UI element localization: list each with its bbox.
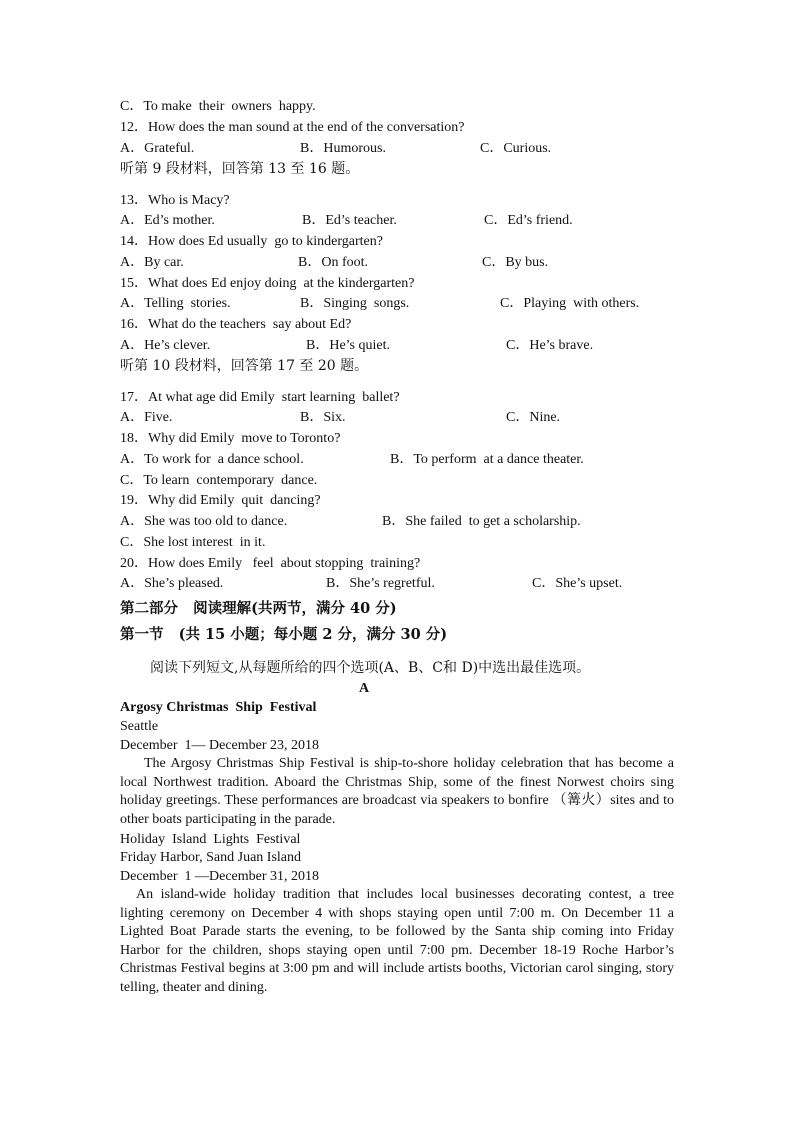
part-two-heading: 第二部分 阅读理解(共两节，满分 40 分) [120, 600, 397, 617]
q19-option-c: C．She lost interest in it. [120, 535, 266, 550]
q17-option-c: C．Nine. [506, 410, 561, 425]
q15-stem: 15．What does Ed enjoy doing at the kindergarten? [120, 276, 415, 291]
q16-option-a: A．He’s clever. [120, 338, 211, 353]
event2-place: Friday Harbor, Sand Juan Island [120, 850, 302, 865]
q18-option-b: B．To perform at a dance theater. [390, 452, 584, 467]
q14-stem: 14．How does Ed usually go to kindergarten? [120, 234, 383, 249]
event1-title: Argosy Christmas Ship Festival [120, 700, 317, 715]
q13-option-b: B．Ed’s teacher. [302, 213, 397, 228]
reading-instruction: 阅读下列短文,从每题所给的四个选项(A、B、C和 D)中选出最佳选项。 [150, 660, 591, 676]
q17-stem: 17．At what age did Emily start learning ballet? [120, 390, 400, 405]
q20-option-a: A．She’s pleased. [120, 576, 224, 591]
passage-label: A [359, 681, 370, 696]
q20-stem: 20．How does Emily feel about stopping training? [120, 556, 421, 571]
q11-option-c: C．To make their owners happy. [120, 99, 316, 114]
q20-option-b: B．She’s regretful. [326, 576, 435, 591]
q16-option-b: B．He’s quiet. [306, 338, 390, 353]
q16-stem: 16．What do the teachers say about Ed? [120, 317, 352, 332]
q14-option-c: C．By bus. [482, 255, 549, 270]
section-instruction-10: 听第 10 段材料，回答第 17 至 20 题。 [120, 358, 369, 374]
q20-option-c: C．She’s upset. [532, 576, 623, 591]
q19-stem: 19．Why did Emily quit dancing? [120, 493, 321, 508]
section-one-heading: 第一节 (共 15 小题；每小题 2 分，满分 30 分) [120, 626, 448, 643]
event1-description: The Argosy Christmas Ship Festival is ship-to-shore holiday celebration that has become a local Northwest tradition. Aboard the Christmas Ship, some of the finest Norwest choirs sing holiday greetings. These performances are broadcast via speakers to bonfire （篝火）sites and to other boats participating in the parade. [120, 756, 674, 827]
q19-option-b: B．She failed to get a scholarship. [382, 514, 581, 529]
q13-stem: 13．Who is Macy? [120, 193, 230, 208]
q17-option-a: A．Five. [120, 410, 173, 425]
event1-place: Seattle [120, 719, 159, 734]
q14-option-a: A．By car. [120, 255, 184, 270]
q14-option-b: B．On foot. [298, 255, 368, 270]
q19-option-a: A．She was too old to dance. [120, 514, 288, 529]
q16-option-c: C．He’s brave. [506, 338, 594, 353]
q18-stem: 18．Why did Emily move to Toronto? [120, 431, 341, 446]
q18-option-c: C．To learn contemporary dance. [120, 473, 318, 488]
q12-stem: 12．How does the man sound at the end of the conversation? [120, 120, 465, 135]
q13-option-c: C．Ed’s friend. [484, 213, 573, 228]
event2-title: Holiday Island Lights Festival [120, 832, 301, 847]
q15-option-c: C．Playing with others. [500, 296, 640, 311]
q12-option-a: A．Grateful. [120, 141, 195, 156]
event2-dates: December 1 —December 31, 2018 [120, 869, 320, 884]
q15-option-a: A．Telling stories. [120, 296, 231, 311]
q12-option-b: B．Humorous. [300, 141, 386, 156]
event1-dates: December 1— December 23, 2018 [120, 738, 320, 753]
event2-description: An island-wide holiday tradition that includes local businesses decorating contest, a tree lighting ceremony on December 4 with shops staying open until 7:00 m. On December 11 a Lighted Boat Parade starts the evening, to be followed by the Santa ship coming into Friday Harbor for the children, shops staying open until 7:00 pm. December 18-19 Roche Harbor’s Christmas Festival begins at 3:00 pm and will include artists booths, Victorian carol singing, story telling, theater and dining. [120, 887, 674, 995]
section-instruction-9: 听第 9 段材料，回答第 13 至 16 题。 [120, 161, 360, 177]
q15-option-b: B．Singing songs. [300, 296, 410, 311]
q18-option-a: A．To work for a dance school. [120, 452, 304, 467]
q17-option-b: B．Six. [300, 410, 346, 425]
q12-option-c: C．Curious. [480, 141, 552, 156]
q13-option-a: A．Ed’s mother. [120, 213, 215, 228]
